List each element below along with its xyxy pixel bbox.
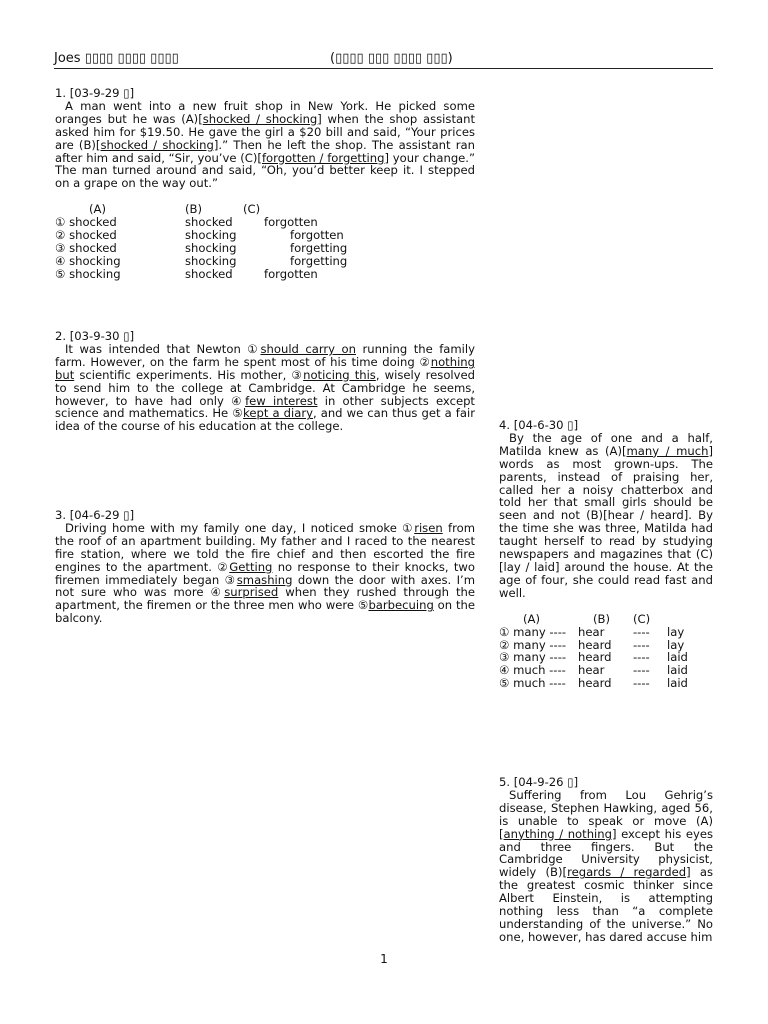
underlined-choice-3: noticing this [303,367,376,382]
answer-option-4[interactable]: ④ much ---- hear ---- laid [499,663,688,678]
underlined-choice-5: barbecuing [368,598,434,613]
question-number: 4. [04-6-30 ▯] [499,418,579,432]
answer-option-4[interactable]: ④ shocking shocking forgetting [55,253,348,268]
answer-options [499,613,688,690]
choice-c-underlined: forgotten / forgetting [261,150,385,165]
question-3 [55,509,475,625]
question-number: 5. [04-9-26 ▯] [499,775,579,789]
choice-b-underlined: shocked / shocking [100,137,214,152]
underlined-choice-2: Getting [229,559,273,574]
page-number: 1 [380,952,388,966]
question-5 [499,776,713,944]
answer-option-5[interactable]: ⑤ shocking shocked forgotten [55,266,318,281]
choice-b-underlined: regards / regarded [567,865,687,880]
answer-option-3[interactable]: ③ many ---- heard ---- laid [499,650,688,665]
question-number: 1. [03-9-29 ▯] [55,86,135,100]
answer-option-1[interactable]: ① shocked shocked forgotten [55,215,318,230]
answer-option-3[interactable]: ③ shocked shocking forgetting [55,240,348,255]
underlined-choice-4: surprised [224,585,279,600]
underlined-choice-5: kept a diary [243,406,313,421]
question-passage: Driving home with my family one day, I noticed smoke ①risen from the roof of an apartment building. My father and I raced to the nearest fire station, where we told the fire chief and then escorted the fire engines to the apartment. ②Getting no response to their knocks, two firemen immediately began ③smashing down the door with axes. I’m not sure who was more ④surprised when they rushed through the apartment, the firemen or the three men who were ⑤barbecuing on the balcony. [55,520,475,626]
answer-option-2[interactable]: ② shocked shocking forgotten [55,228,344,243]
underlined-choice-2: nothing but [55,354,475,382]
question-4 [499,419,713,690]
question-passage: Suffering from Lou Gehrig’s disease, Stephen Hawking, aged 56, is unable to speak or move (A)[anything / nothing] except his eyes and three fingers. But the Cambridge University physicist, widely (B)[regards / regarded] as the greatest cosmic thinker since Albert Einstein, is attempting nothing less than “a complete understanding of the universe.” No one, however, has dared accuse him [499,787,713,944]
underlined-choice-1: should carry on [260,341,356,356]
choice-a-underlined: many / much [626,443,709,458]
answer-option-1[interactable]: ① many ---- hear ---- lay [499,624,685,639]
header-left-title: Joes ▯▯▯▯ ▯▯▯▯ ▯▯▯▯ [54,51,179,66]
question-1 [55,87,475,281]
answer-options [55,203,347,280]
question-number: 3. [04-6-29 ▯] [55,508,135,522]
question-2 [55,330,475,433]
choice-a-underlined: shocked / shocking [202,111,318,126]
underlined-choice-4: few interest [245,393,318,408]
answer-option-5[interactable]: ⑤ much ---- heard ---- laid [499,676,688,691]
options-header: (A) (B) (C) [89,202,261,217]
question-passage: By the age of one and a half, Matilda knew as (A)[many / much] words as most grown-ups. The parents, instead of praising her, called her a noisy chatterbox and told her that small girls should be seen and not (B)[hear / heard]. By the time she was three, Matilda had taught herself to read by studying newspapers and magazines that (C)[lay / laid] around the house. At the age of four, she could read fast and well. [499,430,713,600]
answer-option-2[interactable]: ② many ---- heard ---- lay [499,637,685,652]
options-header: (A) (B) (C) [523,611,651,626]
question-passage: A man went into a new fruit shop in New York. He picked some oranges but he was (A)[shocked / shocking] when the shop assistant asked him for $19.50. He gave the girl a $20 bill and said, “Your prices are (B)[shocked / shocking].” Then he left the shop. The assistant ran after him and said, “Sir, you’ve (C)[forgotten / forgetting] your change.” The man turned around and said, “Oh, you’d better keep it. I stepped on a grape on the way out.” [55,98,476,191]
underlined-choice-1: risen [414,520,443,535]
header-right-title: (▯▯▯▯ ▯▯▯ ▯▯▯▯ ▯▯▯) [330,51,453,66]
question-passage: It was intended that Newton ①should carry on running the family farm. However, on the farm he spent most of his time doing ②nothing but scientific experiments. His mother, ③noticing this, wisely resolved to send him to the college at Cambridge. At Cambridge he seems, however, to have had only ④few interest in other subjects except science and mathematics. He ⑤kept a diary, and we can thus get a fair idea of the course of his education at the college. [55,341,475,434]
choice-a-underlined: anything / nothing [503,826,612,841]
page-header [54,51,713,69]
question-number: 2. [03-9-30 ▯] [55,329,135,343]
underlined-choice-3: smashing [236,572,293,587]
